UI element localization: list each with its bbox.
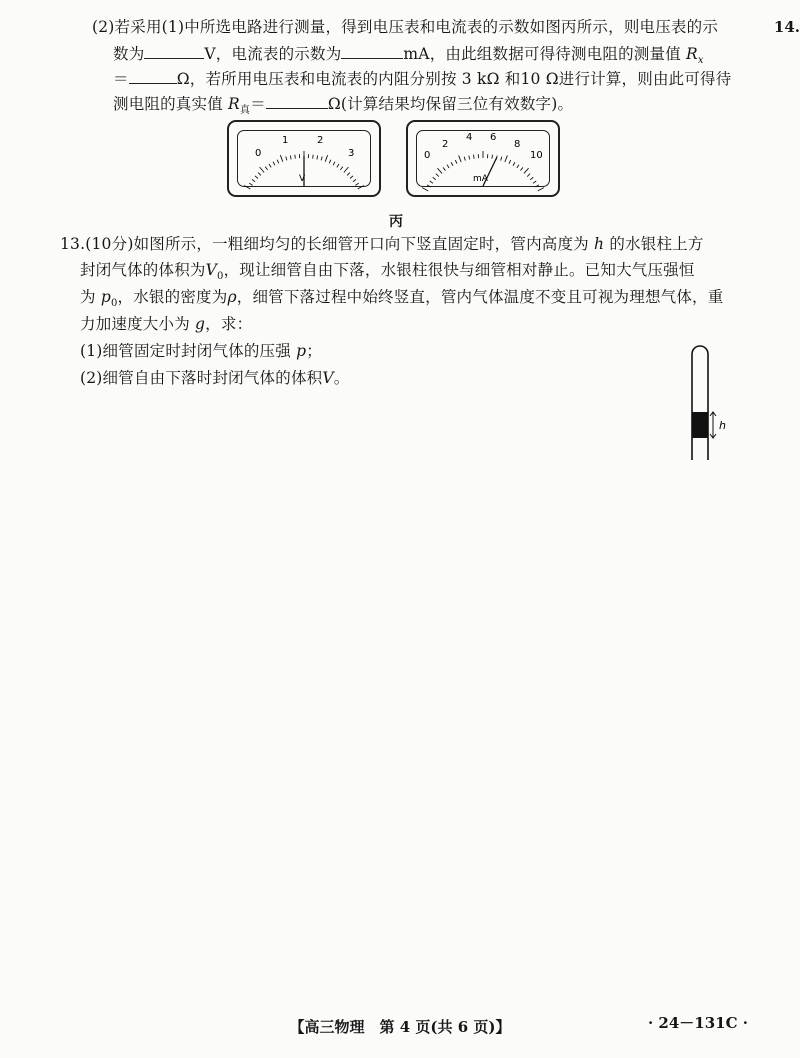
mercury-column: [692, 412, 708, 438]
voltmeter-tick-2: 2: [317, 135, 324, 146]
meter-scale-tick: [340, 167, 342, 170]
meter-scale-tick: [295, 155, 296, 159]
meter-scale-tick: [329, 160, 331, 164]
meter-scale-tick: [252, 179, 255, 181]
voltage-blank: [144, 42, 204, 59]
tube-diagram: [680, 340, 740, 465]
meter-scale-tick: [255, 176, 258, 179]
meter-scale-tick: [290, 155, 291, 159]
ammeter-tick-8: 8: [514, 139, 521, 150]
meter-scale-tick: [436, 174, 439, 177]
meter-scale-tick: [524, 168, 529, 173]
q13-line2: 封闭气体的体积为$V_0$，现让细管自由下落，水银柱很快与细管相对静止。已知大气压强恒: [80, 261, 695, 283]
meter-scale-tick: [350, 176, 353, 179]
meter-scale-tick: [451, 162, 453, 166]
meter-scale-tick: [280, 155, 282, 162]
meter-scale-tick: [509, 160, 511, 164]
meter-scale-tick: [427, 185, 430, 187]
meter-scale-tick: [513, 162, 515, 166]
voltmeter-dial: [227, 120, 381, 197]
meter-scale-tick: [530, 177, 533, 180]
part2-line3: ＝ Ω，若所用电压表和电流表的内阻分别按 3 kΩ 和10 Ω进行计算，则由此可得待: [113, 67, 731, 90]
ammeter-unit: mA: [473, 174, 488, 184]
q13-sub1: (1)细管固定时封闭气体的压强 p；: [80, 342, 322, 360]
meter-scale-tick: [286, 157, 287, 161]
meter-scale-tick: [317, 155, 318, 159]
part2-line2: 数为 V，电流表的示数为 mA，由此组数据可得待测电阻的测量值 $R_x$: [113, 42, 704, 72]
meter-scale-tick: [347, 173, 350, 176]
exam-code: · 24－131C ·: [647, 1014, 748, 1032]
meter-scale-tick: [455, 160, 457, 164]
ammeter-tick-10: 10: [530, 150, 543, 161]
meter-scale-tick: [447, 165, 449, 168]
measured-resistance-blank: [129, 67, 177, 84]
meter-scale-tick: [437, 168, 442, 173]
voltmeter: [227, 120, 381, 197]
voltmeter-tick-0: 0: [255, 148, 262, 159]
meter-scale-tick: [249, 183, 252, 185]
voltmeter-tick-3: 3: [348, 148, 355, 159]
next-page-question-number: 14.: [773, 18, 800, 36]
meter-scale-tick: [269, 164, 271, 167]
meter-scale-tick: [474, 155, 475, 159]
meter-scale-tick: [469, 156, 470, 160]
meter-scale-tick: [505, 155, 507, 162]
meter-scale-tick: [501, 157, 502, 161]
meter-scale-tick: [277, 160, 279, 164]
meter-scale-tick: [464, 157, 465, 161]
q13-sub2: (2)细管自由下落时封闭气体的体积V。: [80, 369, 350, 387]
ammeter-tick-4: 4: [466, 132, 473, 143]
meter-scale-tick: [273, 162, 275, 166]
meter-scale-tick: [459, 155, 461, 162]
meter-scale-tick: [527, 174, 530, 177]
meter-scale-tick: [358, 186, 364, 190]
true-resistance-blank: [266, 92, 328, 109]
meter-scale-tick: [538, 188, 544, 191]
meter-scale-tick: [433, 177, 436, 180]
current-blank: [341, 42, 403, 59]
ammeter: [406, 120, 560, 197]
meter-scale-tick: [355, 183, 358, 185]
part2-line4: 测电阻的真实值 $R_真= \Omega$(计算结果均保留三位有效数字)。: [113, 92, 573, 122]
meter-scale-tick: [325, 155, 327, 162]
meter-scale-tick: [443, 167, 445, 170]
meter-scale-tick: [517, 165, 519, 168]
part2-line1: (2)若采用(1)中所选电路进行测量，得到电压表和电流表的示数如图丙所示，则电压表的示: [92, 18, 719, 36]
q13-line3: 为 $p_0$，水银的密度为ρ，细管下落过程中始终竖直，管内气体温度不变且可视为理想气体，重: [80, 288, 724, 310]
ammeter-dial: [406, 120, 560, 197]
ammeter-tick-6: 6: [490, 132, 497, 143]
meter-scale-tick: [422, 188, 428, 191]
meter-scale-tick: [353, 179, 356, 181]
voltmeter-unit: V: [299, 174, 306, 184]
meter-scale-tick: [244, 186, 250, 190]
meter-scale-tick: [492, 155, 493, 159]
ammeter-tick-2: 2: [442, 139, 449, 150]
meter-scale-tick: [520, 167, 522, 170]
meter-scale-tick: [265, 167, 267, 170]
ammeter-tick-0: 0: [424, 150, 431, 161]
meter-scale-tick: [260, 167, 264, 172]
meter-scale-tick: [337, 164, 339, 167]
meter-scale-tick: [430, 181, 433, 183]
meter-scale-tick: [536, 185, 539, 187]
voltmeter-tick-1: 1: [282, 135, 289, 146]
meter-scale-tick: [533, 181, 536, 183]
meter-scale-tick: [258, 173, 261, 176]
q13-line4: 力加速度大小为 g，求：: [80, 315, 253, 333]
tube-height-label: h: [719, 419, 726, 432]
meter-scale-tick: [333, 162, 335, 166]
meter-scale-tick: [313, 155, 314, 159]
meter-scale-tick: [321, 157, 322, 161]
figure-caption: 丙: [389, 214, 403, 230]
tube-outline: [692, 346, 708, 460]
page-footer: 【高三物理 第 4 页(共 6 页)】: [289, 1018, 511, 1036]
q13-line1: 13.(10分)如图所示，一粗细均匀的长细管开口向下竖直固定时，管内高度为 h 的水银柱上方: [60, 235, 704, 253]
meter-scale-tick: [344, 167, 348, 172]
